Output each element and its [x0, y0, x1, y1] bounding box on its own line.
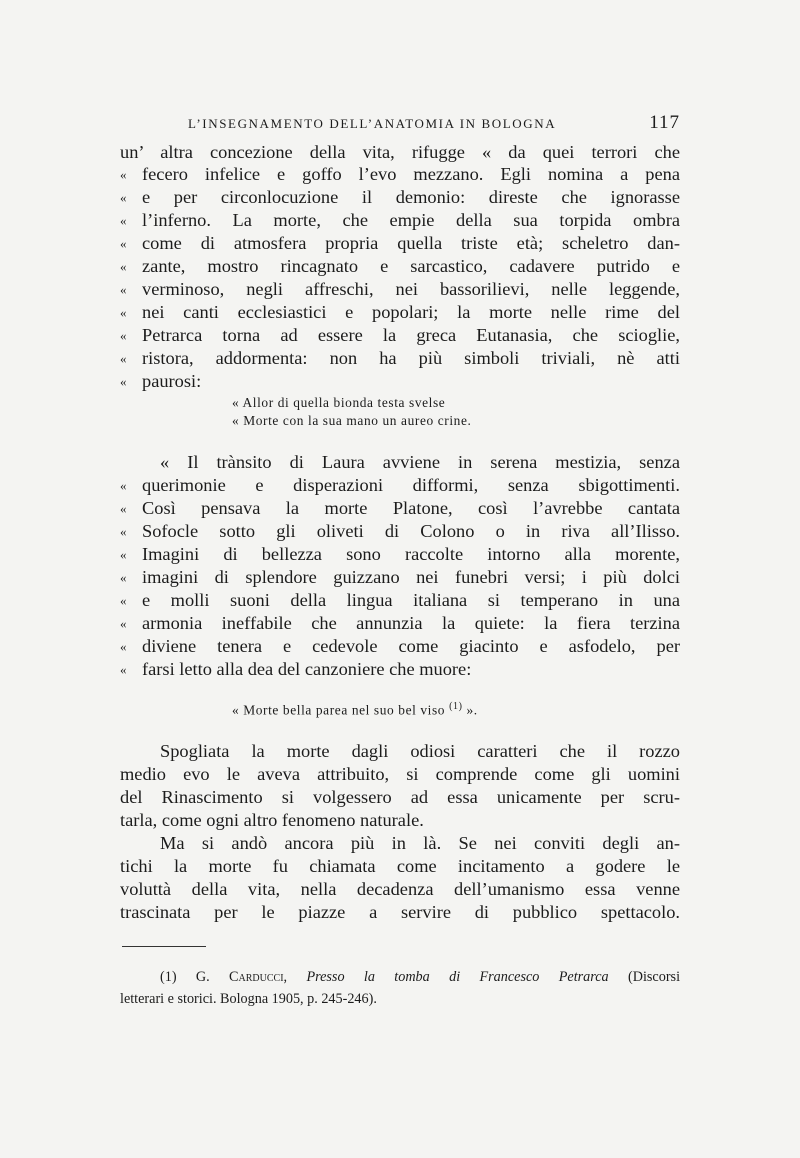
text-line: medio evo le aveva attribuito, si comprende come gli uomini	[120, 764, 680, 784]
text-line: « farsi letto alla dea del canzoniere che muore:	[120, 659, 472, 679]
text-line: « diviene tenera e cedevole come giacinto e asfodelo, per	[120, 636, 680, 656]
text-line: voluttà della vita, nella decadenza dell’umanismo essa venne	[120, 879, 680, 899]
text-line: « imagini di splendore guizzano nei funebri versi; i più dolci	[120, 567, 680, 587]
text-line: Ma si andò ancora più in là. Se nei conviti degli an-	[160, 833, 680, 853]
text-line: « Così pensava la morte Platone, così l’avrebbe cantata	[120, 498, 680, 518]
page-number: 117	[649, 112, 680, 133]
text-line: « Sofocle sotto gli oliveti di Colono o in riva all’Ilisso.	[120, 521, 680, 541]
verse-line: « Morte bella parea nel suo bel viso $^{(1)}$ ».	[232, 701, 478, 718]
verse-line: « Allor di quella bionda testa svelse	[232, 395, 446, 410]
text-line: Spogliata la morte dagli odiosi caratteri che il rozzo	[160, 741, 680, 761]
text-line: tichi la morte fu chiamata come incitamento a godere le	[120, 856, 680, 876]
running-header	[120, 112, 680, 134]
text-line: un’ altra concezione della vita, rifugge « da quei terrori che	[120, 142, 680, 162]
footnote-ref[interactable]: (1)	[449, 701, 463, 712]
footnote-line: (1) G. Carducci, Presso la tomba di Francesco Petrarca (Discorsi	[160, 969, 681, 985]
footnote-rule	[122, 946, 206, 947]
text-line: tarla, come ogni altro fenomeno naturale.	[120, 810, 424, 830]
text-line: « Imagini di bellezza sono raccolte intorno alla morente,	[120, 544, 680, 564]
text-line: « Petrarca torna ad essere la greca Eutanasia, che scioglie,	[120, 325, 680, 345]
text-line: « ristora, addormenta: non ha più simboli triviali, nè atti	[120, 348, 680, 368]
text-line: « Il trànsito di Laura avviene in serena mestizia, senza	[160, 452, 680, 472]
text-line: « nei canti ecclesiastici e popolari; la morte nelle rime del	[120, 302, 680, 322]
running-title: L’INSEGNAMENTO DELL’ANATOMIA IN BOLOGNA	[188, 116, 557, 131]
text-line: « e per circonlocuzione il demonio: direste che ignorasse	[120, 187, 680, 207]
text-line: del Rinascimento si volgessero ad essa unicamente per scru-	[120, 787, 680, 807]
text-line: « zante, mostro rincagnato e sarcastico, cadavere putrido e	[120, 256, 680, 276]
text-line: « querimonie e disperazioni difformi, senza sbigottimenti.	[120, 475, 680, 495]
text-line: « come di atmosfera propria quella triste età; scheletro dan-	[120, 233, 680, 253]
footnote-line: letterari e storici. Bologna 1905, p. 245-246).	[120, 991, 377, 1007]
text-line: « l’inferno. La morte, che empie della sua torpida ombra	[120, 210, 680, 230]
verse-line: « Morte con la sua mano un aureo crine.	[232, 413, 472, 428]
text-line: « fecero infelice e goffo l’evo mezzano. Egli nomina a pena	[120, 164, 680, 184]
text-line: « paurosi:	[120, 371, 202, 391]
text-line: « verminoso, negli affreschi, nei bassorilievi, nelle leggende,	[120, 279, 680, 299]
text-line: trascinata per le piazze a servire di pubblico spettacolo.	[120, 902, 680, 922]
text-line: « armonia ineffabile che annunzia la quiete: la fiera terzina	[120, 613, 680, 633]
text-line: « e molli suoni della lingua italiana si temperano in una	[120, 590, 680, 610]
